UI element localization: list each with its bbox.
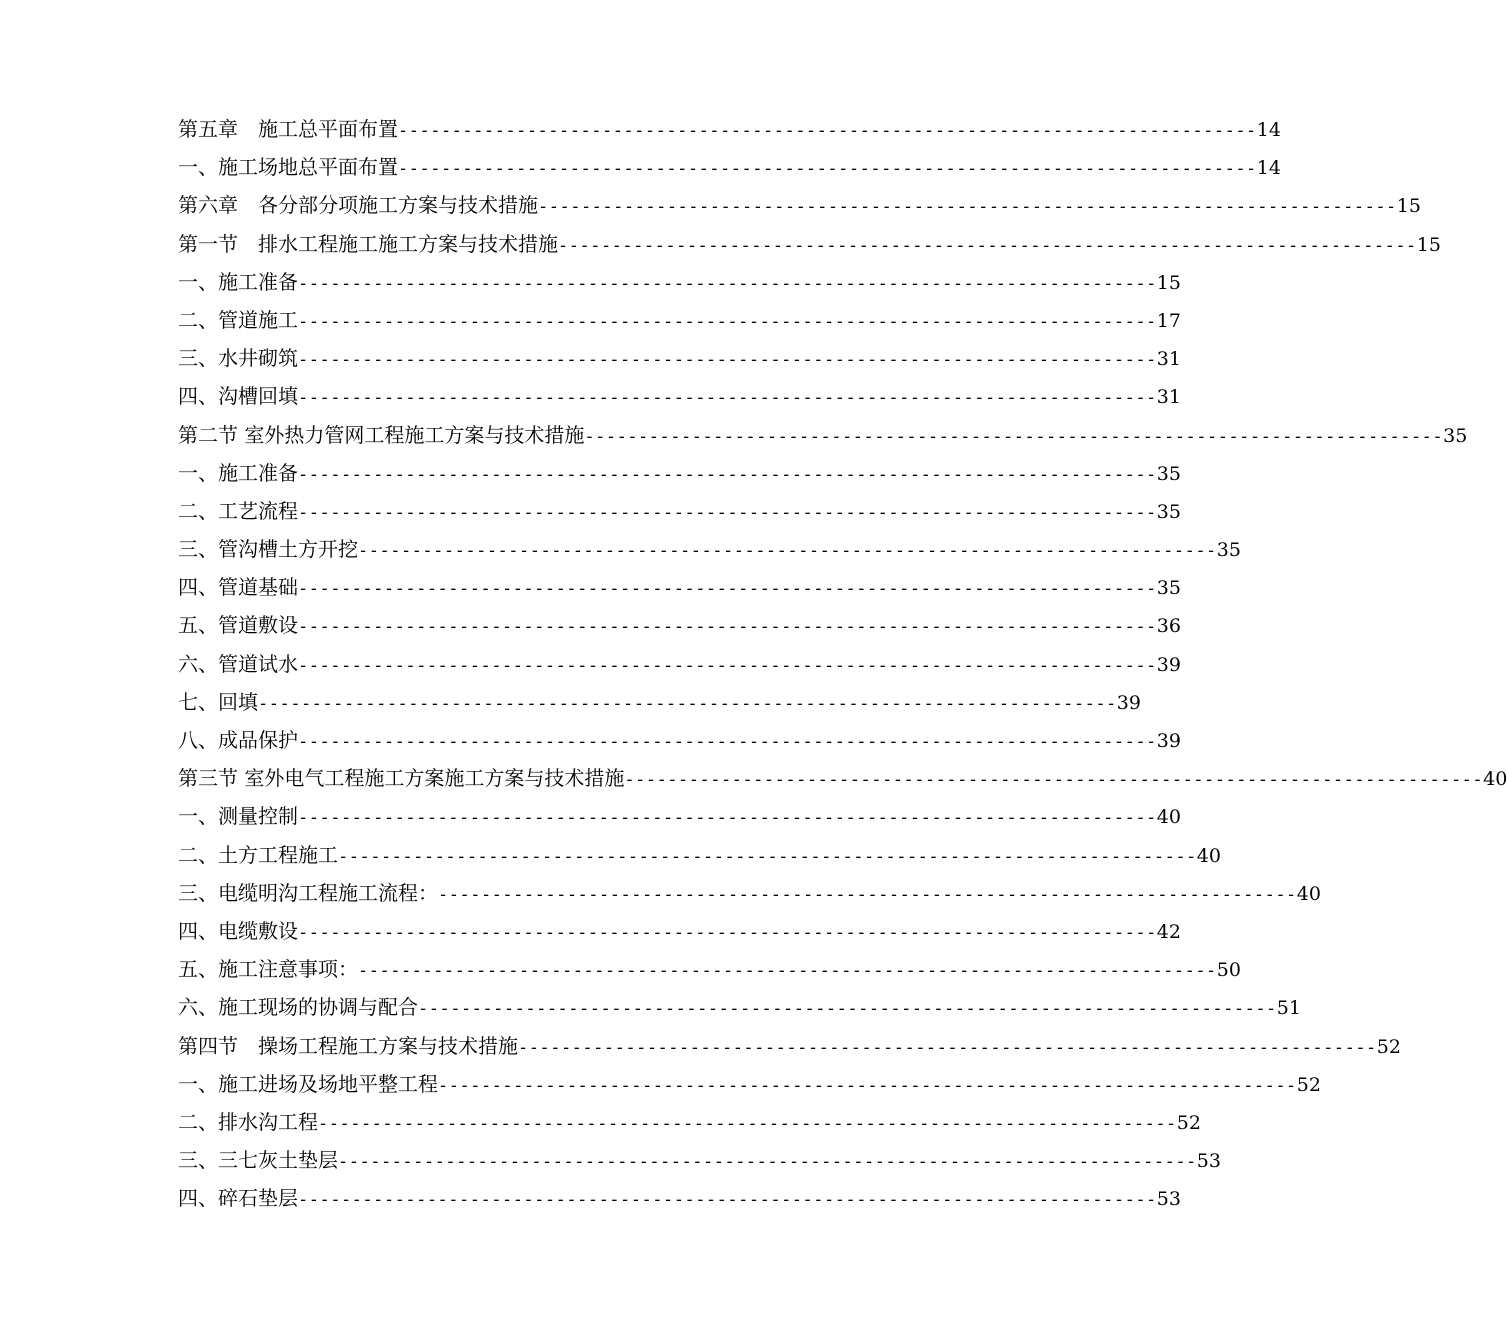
toc-entry-title: 八、成品保护 — [178, 728, 298, 752]
toc-entry-title: 五、施工注意事项： — [178, 957, 358, 982]
toc-leader-dashes: -------------------------------------------------------------------------------- — [438, 1075, 1297, 1096]
toc-entry[interactable] — [178, 988, 1301, 1026]
toc-entry[interactable] — [178, 606, 1181, 644]
toc-entry-page-number: 53 — [1156, 1188, 1181, 1211]
toc-entry-title: 第二节 室外热力管网工程施工方案与技术措施 — [178, 422, 585, 447]
toc-entry-page-number: 31 — [1156, 386, 1181, 409]
toc-leader-dashes: -------------------------------------------------------------------------------- — [298, 922, 1157, 943]
toc-leader-dashes: -------------------------------------------------------------------------------- — [298, 350, 1157, 371]
toc-entry[interactable] — [178, 1065, 1321, 1103]
toc-entry-page-number: 14 — [1256, 119, 1281, 141]
toc-leader-dashes: -------------------------------------------------------------------------------- — [298, 655, 1157, 676]
table-of-contents — [178, 110, 1507, 1217]
toc-entry[interactable] — [178, 950, 1241, 988]
toc-entry-page-number: 39 — [1156, 730, 1181, 752]
toc-entry-title: 四、电缆敷设 — [178, 918, 298, 943]
toc-entry[interactable] — [178, 568, 1181, 606]
toc-leader-dashes: -------------------------------------------------------------------------------- — [338, 846, 1197, 867]
toc-entry-title: 二、管道施工 — [178, 307, 298, 332]
toc-entry[interactable] — [178, 1179, 1181, 1217]
toc-leader-dashes: -------------------------------------------------------------------------------- — [298, 732, 1157, 752]
toc-entry-title: 一、施工进场及场地平整工程 — [178, 1071, 438, 1096]
toc-entry-title: 第四节 操场工程施工方案与技术措施 — [178, 1033, 518, 1058]
toc-entry[interactable] — [178, 148, 1281, 186]
toc-entry-page-number: 39 — [1156, 653, 1181, 676]
toc-entry[interactable] — [178, 912, 1181, 950]
toc-entry-title: 三、管沟槽土方开挖 — [178, 537, 358, 562]
toc-leader-dashes: -------------------------------------------------------------------------------- — [318, 1113, 1177, 1134]
toc-entry[interactable] — [178, 797, 1181, 835]
toc-leader-dashes: -------------------------------------------------------------------------------- — [584, 426, 1444, 447]
toc-entry-title: 一、施工准备 — [178, 269, 298, 294]
toc-leader-dashes: -------------------------------------------------------------------------------- — [358, 541, 1217, 562]
toc-leader-dashes: -------------------------------------------------------------------------------- — [298, 273, 1157, 294]
toc-entry-page-number: 39 — [1116, 691, 1141, 714]
toc-leader-dashes: -------------------------------------------------------------------------------- — [438, 884, 1297, 905]
toc-entry-page-number: 35 — [1156, 500, 1181, 523]
toc-entry[interactable] — [178, 721, 1181, 759]
toc-entry-page-number: 35 — [1216, 539, 1241, 562]
toc-entry[interactable] — [178, 759, 1507, 797]
toc-entry-page-number: 50 — [1216, 959, 1241, 982]
toc-entry-page-number: 17 — [1156, 309, 1181, 332]
toc-leader-dashes: -------------------------------------------------------------------------------- — [398, 121, 1257, 141]
toc-leader-dashes: -------------------------------------------------------------------------------- — [298, 388, 1157, 409]
toc-entry[interactable] — [178, 1103, 1201, 1141]
toc-leader-dashes: -------------------------------------------------------------------------------- — [298, 464, 1157, 485]
toc-entry-title: 第五章 施工总平面布置 — [178, 117, 398, 141]
toc-entry[interactable] — [178, 263, 1181, 301]
toc-entry-page-number: 15 — [1396, 195, 1421, 218]
toc-leader-dashes: -------------------------------------------------------------------------------- — [338, 1152, 1197, 1173]
toc-entry-title: 一、测量控制 — [178, 804, 298, 829]
toc-leader-dashes: -------------------------------------------------------------------------------- — [518, 1037, 1377, 1058]
toc-leader-dashes: -------------------------------------------------------------------------------- — [558, 235, 1417, 256]
toc-entry-title: 六、施工现场的协调与配合 — [178, 995, 418, 1020]
toc-entry[interactable] — [178, 836, 1221, 874]
toc-entry[interactable] — [178, 1141, 1221, 1179]
toc-entry-page-number: 42 — [1156, 920, 1181, 943]
toc-entry[interactable] — [178, 645, 1181, 683]
toc-entry-page-number: 15 — [1416, 233, 1441, 256]
toc-entry-page-number: 35 — [1156, 462, 1181, 485]
toc-leader-dashes: -------------------------------------------------------------------------------- — [358, 961, 1217, 982]
toc-entry-page-number: 40 — [1156, 806, 1181, 829]
toc-entry[interactable] — [178, 186, 1421, 224]
toc-entry-title: 五、管道敷设 — [178, 613, 298, 638]
toc-leader-dashes: -------------------------------------------------------------------------------- — [298, 808, 1157, 829]
toc-entry-title: 二、工艺流程 — [178, 498, 298, 523]
toc-leader-dashes: -------------------------------------------------------------------------------- — [538, 197, 1397, 218]
toc-leader-dashes: -------------------------------------------------------------------------------- — [298, 1190, 1157, 1211]
toc-entry[interactable] — [178, 301, 1181, 339]
toc-entry-page-number: 52 — [1176, 1111, 1201, 1134]
toc-entry-title: 四、碎石垫层 — [178, 1186, 298, 1211]
toc-entry-page-number: 40 — [1196, 844, 1221, 867]
toc-entry[interactable] — [178, 454, 1181, 492]
toc-entry[interactable] — [178, 492, 1181, 530]
toc-entry[interactable] — [178, 530, 1241, 568]
toc-leader-dashes: -------------------------------------------------------------------------------- — [258, 693, 1117, 714]
toc-entry-page-number: 36 — [1156, 615, 1181, 638]
toc-entry-page-number: 52 — [1376, 1035, 1401, 1058]
toc-leader-dashes: -------------------------------------------------------------------------------- — [298, 579, 1157, 600]
toc-entry-page-number: 35 — [1156, 577, 1181, 600]
toc-entry-page-number: 40 — [1296, 882, 1321, 905]
toc-entry[interactable] — [178, 339, 1181, 377]
toc-entry-page-number: 51 — [1276, 997, 1301, 1020]
toc-entry-page-number: 15 — [1156, 271, 1181, 294]
toc-entry-page-number: 53 — [1196, 1150, 1221, 1173]
toc-entry-title: 第六章 各分部分项施工方案与技术措施 — [178, 193, 538, 218]
toc-entry-page-number: 35 — [1443, 424, 1468, 447]
toc-entry-title: 三、电缆明沟工程施工流程： — [178, 880, 438, 905]
toc-entry-title: 第一节 排水工程施工施工方案与技术措施 — [178, 231, 558, 256]
toc-entry[interactable] — [178, 1027, 1401, 1065]
toc-entry[interactable] — [178, 683, 1141, 721]
toc-leader-dashes: -------------------------------------------------------------------------------- — [398, 159, 1257, 180]
toc-entry-title: 三、水井砌筑 — [178, 346, 298, 371]
toc-entry-page-number: 52 — [1296, 1073, 1321, 1096]
toc-leader-dashes: -------------------------------------------------------------------------------- — [298, 617, 1157, 638]
toc-entry[interactable] — [178, 874, 1321, 912]
toc-entry[interactable] — [178, 416, 1468, 454]
toc-entry-title: 三、三七灰土垫层 — [178, 1148, 338, 1173]
toc-entry[interactable] — [178, 225, 1441, 263]
toc-entry[interactable] — [178, 110, 1281, 148]
toc-entry-title: 第三节 室外电气工程施工方案施工方案与技术措施 — [178, 766, 625, 791]
toc-entry-title: 一、施工准备 — [178, 460, 298, 485]
toc-leader-dashes: -------------------------------------------------------------------------------- — [298, 311, 1157, 332]
toc-entry[interactable] — [178, 377, 1181, 415]
toc-entry-title: 一、施工场地总平面布置 — [178, 155, 398, 180]
toc-entry-title: 七、回填 — [178, 689, 258, 714]
toc-entry-title: 四、管道基础 — [178, 575, 298, 600]
toc-entry-page-number: 14 — [1256, 157, 1281, 180]
toc-entry-title: 二、土方工程施工 — [178, 842, 338, 867]
toc-leader-dashes: -------------------------------------------------------------------------------- — [298, 502, 1157, 523]
toc-entry-title: 六、管道试水 — [178, 651, 298, 676]
toc-entry-title: 二、排水沟工程 — [178, 1109, 318, 1134]
toc-entry-page-number: 31 — [1156, 348, 1181, 371]
toc-leader-dashes: -------------------------------------------------------------------------------- — [624, 770, 1484, 791]
toc-entry-title: 四、沟槽回填 — [178, 384, 298, 409]
toc-leader-dashes: -------------------------------------------------------------------------------- — [418, 999, 1277, 1020]
toc-entry-page-number: 40 — [1483, 768, 1507, 791]
